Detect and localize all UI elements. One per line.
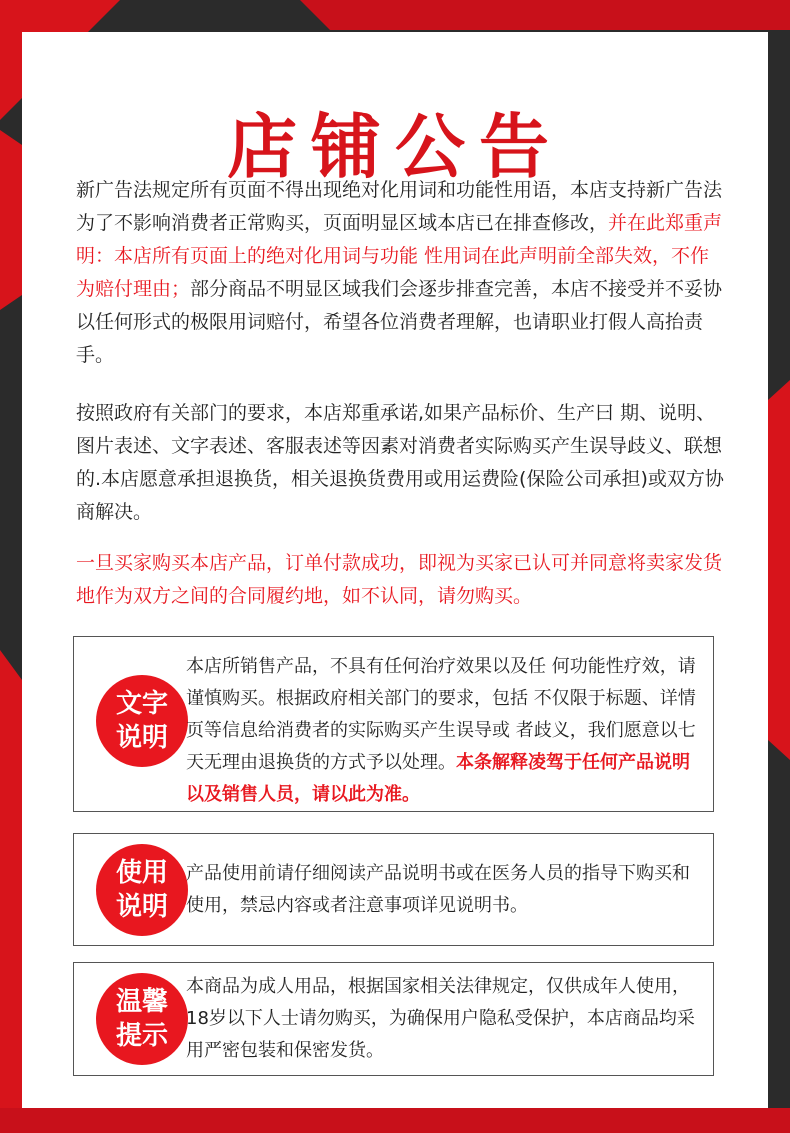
paragraph-ad-law-part2: 部分商品不明显区域我们会逐步排查完善，本店不接受并不妥协以任何形式的极限用词赔付，希望各位消费者理解，也请职业打假人高抬责手。	[76, 278, 723, 366]
notice-box-usage-description	[73, 833, 714, 946]
notice-box-highlight: 本条解释凌驾于任何产品说明以及销售人员，请以此为准。	[186, 752, 690, 805]
notice-box-text-description	[73, 636, 714, 812]
paragraph-ad-law-part1: 新广告法规定所有页面不得出现绝对化用词和功能性用语，本店支持新广告法为了不影响消费者正常购买，页面明显区域本店已在排查修改，	[76, 179, 723, 234]
red-band-top-left	[0, 130, 22, 310]
red-band-bottom	[0, 1108, 790, 1133]
page-title: 店铺公告	[227, 106, 563, 188]
paragraph-ad-law	[76, 174, 726, 372]
badge-line1: 使用	[115, 858, 168, 888]
badge-text-description	[96, 675, 188, 767]
badge-line1: 温馨	[115, 987, 168, 1017]
badge-line1: 文字	[115, 689, 168, 719]
red-band-right	[768, 380, 790, 760]
notice-box-text	[186, 651, 706, 811]
paragraph-ad-law-declaration: 并在此郑重声明：本店所有页面上的绝对化用词与功能 性用词在此声明前全部失效，不作为赔付理由；	[76, 212, 723, 300]
notice-box-text: 本商品为成人用品，根据国家相关法律规定，仅供成年人使用，18岁以下人士请勿购买，为确保用户隐私受保护，本店商品均采用严密包装和保密发货。	[186, 976, 695, 1061]
paragraph-commitment: 按照政府有关部门的要求，本店郑重承诺,如果产品标价、生产曰 期、说明、图片表述、文字表述、客服表述等因素对消费者实际购买产生误导歧义、联想的.本店愿意承担退换货，相关退换货费用或用运费险(保险公司承担)或双方协商解决。	[76, 402, 724, 523]
badge-line2: 说明	[115, 723, 168, 753]
announcement-panel	[22, 32, 768, 1108]
paragraph-purchase-terms: 一旦买家购买本店产品，订单付款成功，即视为买家已认可并同意将卖家发货地作为双方之间的合同履约地，如不认同，请勿购买。	[76, 552, 723, 607]
badge-usage-description	[96, 844, 188, 936]
red-corner-top-right	[300, 0, 790, 30]
notice-box-warm-tips	[73, 962, 714, 1076]
red-band-left	[0, 650, 22, 1133]
badge-warm-tips	[96, 973, 188, 1065]
badge-line2: 提示	[115, 1021, 168, 1051]
notice-box-body: 本店所销售产品，不具有任何治疗效果以及任 何功能性疗效，请谨慎购买。根据政府相关部门的要求，包括 不仅限于标题、详情页等信息给消费者的实际购买产生误导或 者歧义，我们愿意以七天无理由退换货的方式予以处理。	[186, 656, 696, 773]
notice-box-text: 产品使用前请仔细阅读产品说明书或在医务人员的指导下购买和使用，禁忌内容或者注意事项详见说明书。	[186, 863, 690, 916]
badge-line2: 说明	[115, 892, 168, 922]
